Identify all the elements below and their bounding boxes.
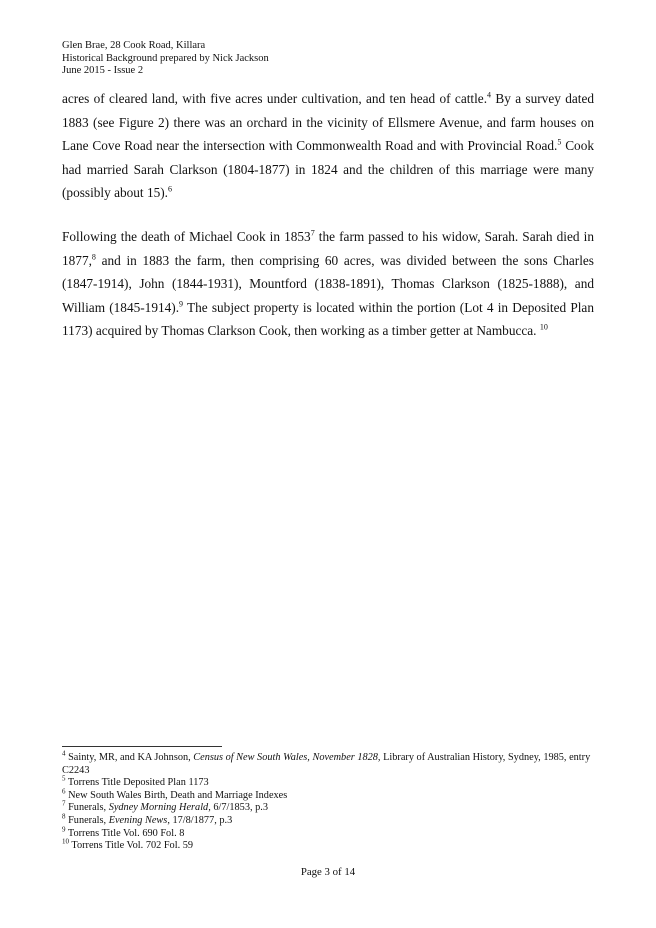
text-run: and in 1883 the farm, then comprising 60 acres, was divided between the sons Charles (1847-1914), John (1844-1931), Mountford (1838-1891), Thomas Clarkson (1825-1888), and William (1845-1914).	[62, 252, 594, 315]
footnote-10	[62, 837, 602, 853]
footnote-number: 8	[62, 812, 66, 821]
footnote-number: 10	[62, 837, 69, 846]
text-run: The subject property is located within the portion (Lot 4 in Deposited Plan 1173) acquired by Thomas Clarkson Cook, then working as a timber getter at Nambucca.	[62, 299, 594, 338]
footnote-9	[62, 825, 602, 841]
footnote-text: 6/7/1853, p.3	[210, 802, 268, 814]
footnote-ref[interactable]: 8	[91, 252, 96, 262]
footnote-ref[interactable]: 9	[179, 299, 184, 309]
footnote-7	[62, 799, 602, 815]
footnote-number: 9	[62, 825, 66, 834]
footnote-text: Funerals,	[65, 802, 109, 814]
footnote-4	[62, 749, 602, 777]
footnote-title: Sydney Morning Herald,	[108, 802, 211, 814]
footnote-number: 6	[62, 787, 66, 796]
footnote-divider	[62, 746, 222, 747]
text-run: Following the death of Michael Cook in 1853	[62, 229, 311, 244]
header-address: Glen Brae, 28 Cook Road, Killara	[62, 40, 206, 51]
footnote-text: Sainty, MR, and KA Johnson,	[65, 752, 194, 763]
text-run: acres of cleared land, with five acres under cultivation, and ten head of cattle.	[62, 91, 488, 106]
footnotes	[62, 749, 602, 853]
footnote-number: 4	[62, 749, 66, 758]
footnote-8	[62, 812, 602, 828]
footnote-5	[62, 774, 602, 790]
footnote-text: Funerals,	[65, 814, 109, 826]
footnote-ref[interactable]: 6	[168, 184, 172, 194]
footnote-6	[62, 787, 602, 803]
footnote-ref[interactable]: 7	[310, 228, 315, 238]
footnote-title: Census of New South Wales, November 1828,	[193, 752, 381, 763]
page-number: Page 3 of 14	[300, 866, 356, 878]
footnote-ref[interactable]: 5	[557, 137, 562, 147]
footnote-text: Torrens Title Deposited Plan 1173	[65, 777, 209, 789]
document-header	[62, 40, 269, 78]
header-issue: June 2015 - Issue 2	[62, 65, 144, 76]
paragraph-1	[62, 87, 594, 205]
footnote-title: Evening News	[108, 814, 168, 826]
footnote-ref[interactable]: 10	[539, 322, 548, 332]
footnote-text: , 17/8/1877, p.3	[167, 814, 233, 826]
header-author: Historical Background prepared by Nick Jackson	[62, 52, 269, 64]
text-run: the farm passed to his widow, Sarah. Sarah died in 1877,	[62, 229, 594, 268]
footnote-number: 5	[62, 774, 66, 783]
text-run: By a survey dated 1883 (see Figure 2) there was an orchard in the vicinity of Ellsmere Avenue, and farm houses on Lane Cove Road near the intersection with Commonwealth Road and with Provincial Road.	[62, 91, 594, 153]
footnote-text: Torrens Title Vol. 702 Fol. 59	[69, 840, 194, 852]
footnote-text: Library of Australian History, Sydney, 1985, entry C2243	[62, 752, 591, 776]
footnote-number: 7	[62, 799, 66, 808]
paragraph-2	[62, 225, 594, 343]
footnote-ref[interactable]: 4	[487, 90, 492, 100]
footnote-text: New South Wales Birth, Death and Marriage Indexes	[65, 789, 288, 801]
text-run: Cook had married Sarah Clarkson (1804-1877) in 1824 and the children of this marriage were many (possibly about 15).	[62, 138, 595, 200]
footnote-text: Torrens Title Vol. 690 Fol. 8	[65, 827, 185, 839]
